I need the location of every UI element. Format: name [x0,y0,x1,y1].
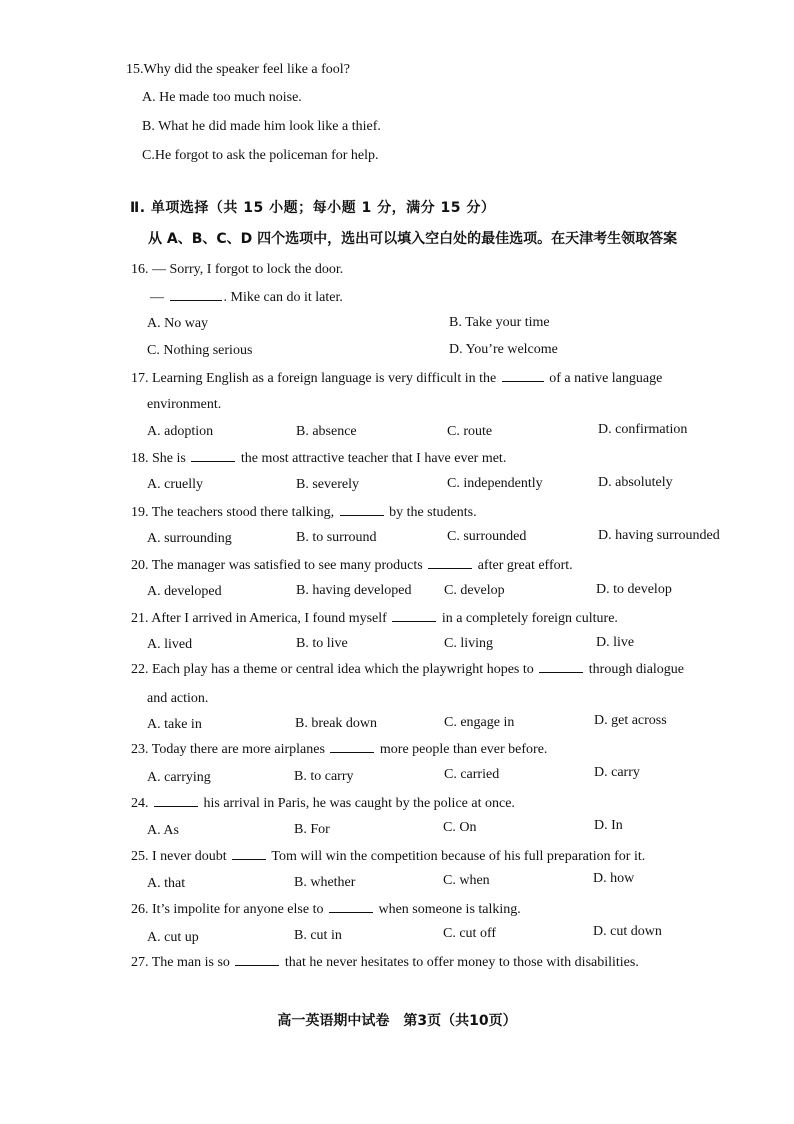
question-22-option-b: B. break down [295,716,378,731]
question-17-option-b: B. absence [296,424,357,439]
answer-blank [502,369,544,382]
question-17-stem-tail: of a native language [549,371,663,386]
question-18-option-a: A. cruelly [147,477,203,492]
question-18-stem-tail: the most attractive teacher that I have ever met. [240,451,507,466]
section-2-instructions: 从 A、B、C、D 四个选项中，选出可以填入空白处的最佳选项。在天津考生领取答案 [148,231,678,247]
question-19-stem-tail: by the students. [389,505,477,520]
question-21-option-a: A. lived [147,637,193,652]
question-27-stem-head: 27. The man is so [131,955,230,970]
dash: — [150,290,164,305]
question-25-stem-tail: Tom will win the competition because of his full preparation for it. [271,849,646,864]
answer-blank [191,449,235,462]
question-19-option-a: A. surrounding [147,531,232,546]
question-18-option-b: B. severely [296,477,359,492]
question-24-option-b: B. For [294,822,330,837]
question-22-option-d: D. get across [594,713,667,728]
question-26-stem-head: 26. It’s impolite for anyone else to [131,902,324,917]
question-26-option-d: D. cut down [593,924,662,939]
answer-blank [235,953,279,966]
question-16-option-a: A. No way [147,316,209,331]
question-24-stem [131,794,515,813]
question-25-stem-head: 25. I never doubt [131,849,227,864]
question-21-stem-head: 21. After I arrived in America, I found myself [131,611,387,626]
question-16-option-c: C. Nothing serious [147,343,253,358]
question-22-option-c: C. engage in [444,715,515,730]
question-24-option-a: A. As [147,823,179,838]
answer-blank [428,556,472,569]
question-26-option-c: C. cut off [443,926,497,941]
question-17-stem [131,369,662,388]
question-15-option-b: B. What he did made him look like a thief. [142,119,381,134]
question-16-option-d: D. You’re welcome [449,342,558,357]
question-19-option-c: C. surrounded [447,529,527,544]
question-26-option-b: B. cut in [294,928,342,943]
question-21-option-d: D. live [596,635,635,650]
question-16-line-1: 16. — Sorry, I forgot to lock the door. [131,262,344,277]
question-18-option-d: D. absolutely [598,475,673,490]
question-23-option-c: C. carried [444,767,500,782]
question-23-option-b: B. to carry [294,769,354,784]
question-25-option-a: A. that [147,876,186,891]
question-17-option-a: A. adoption [147,424,214,439]
question-20-option-d: D. to develop [596,582,672,597]
question-19-option-b: B. to surround [296,530,377,545]
question-19-option-d: D. having surrounded [598,528,720,543]
question-22-stem-tail: through dialogue [588,662,685,677]
answer-blank [170,288,222,301]
question-26-stem-tail: when someone is talking. [378,902,521,917]
question-25-option-b: B. whether [294,875,356,890]
page-footer: 高一英语期中试卷 第3页（共10页） [277,1013,517,1029]
question-22-option-a: A. take in [147,717,202,732]
question-15-option-c: C.He forgot to ask the policeman for help. [142,148,379,163]
answer-blank [329,900,373,913]
question-20-option-a: A. developed [147,584,222,599]
question-15-option-a: A. He made too much noise. [142,90,302,105]
question-24-option-d: D. In [594,818,623,833]
answer-blank [154,794,198,807]
section-2-title: Ⅱ. 单项选择（共 15 小题；每小题 1 分，满分 15 分） [130,200,496,216]
question-19-stem [131,503,477,522]
answer-blank [392,609,436,622]
question-20-stem [131,556,573,575]
question-26-stem [131,900,521,919]
question-23-option-d: D. carry [594,765,640,780]
question-20-stem-tail: after great effort. [477,558,573,573]
question-23-option-a: A. carrying [147,770,211,785]
question-24-stem-head: 24. [131,796,149,811]
question-24-stem-tail: his arrival in Paris, he was caught by the police at once. [203,796,515,811]
question-18-stem [131,449,506,468]
question-25-option-c: C. when [443,873,490,888]
question-24-option-c: C. On [443,820,477,835]
question-22-stem-head: 22. Each play has a theme or central idea which the playwright hopes to [131,662,534,677]
answer-blank [539,660,583,673]
question-16-line-2 [150,288,343,307]
question-16-line-2-tail: . Mike can do it later. [223,290,343,305]
question-17-option-d: D. confirmation [598,422,688,437]
question-23-stem-tail: more people than ever before. [379,742,548,757]
question-25-stem [131,847,645,866]
question-17-option-c: C. route [447,424,493,439]
question-20-option-b: B. having developed [296,583,412,598]
question-27-stem-tail: that he never hesitates to offer money to those with disabilities. [284,955,639,970]
answer-blank [330,740,374,753]
question-20-option-c: C. develop [444,583,505,598]
answer-blank [340,503,384,516]
question-15-stem: 15.Why did the speaker feel like a fool? [126,62,350,77]
question-21-stem [131,609,618,628]
question-18-option-c: C. independently [447,476,543,491]
question-25-option-d: D. how [593,871,635,886]
answer-blank [232,847,266,860]
question-21-stem-tail: in a completely foreign culture. [441,611,618,626]
question-22-stem [131,660,684,679]
question-23-stem [131,740,547,759]
question-26-option-a: A. cut up [147,930,199,945]
question-21-option-b: B. to live [296,636,348,651]
question-17-stem-head: 17. Learning English as a foreign language is very difficult in the [131,371,497,386]
question-23-stem-head: 23. Today there are more airplanes [131,742,325,757]
question-17-stem-continued: environment. [147,397,222,412]
question-27-stem [131,953,639,972]
question-20-stem-head: 20. The manager was satisfied to see many products [131,558,423,573]
question-22-stem-continued: and action. [147,691,209,706]
question-19-stem-head: 19. The teachers stood there talking, [131,505,335,520]
question-21-option-c: C. living [444,636,494,651]
question-16-option-b: B. Take your time [449,315,550,330]
question-18-stem-head: 18. She is [131,451,186,466]
